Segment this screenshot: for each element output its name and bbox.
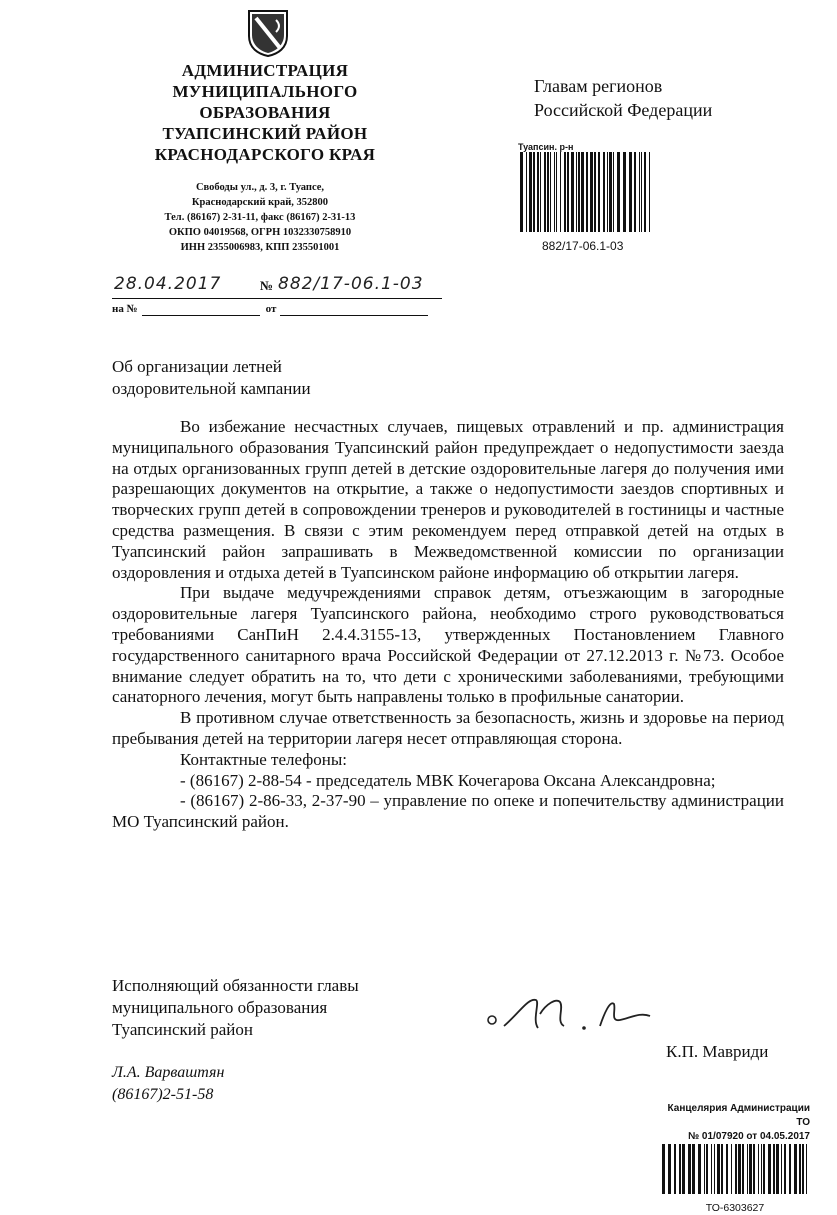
barcode-bar bbox=[613, 152, 614, 232]
handwritten-signature bbox=[480, 990, 660, 1050]
barcode-bar bbox=[735, 1144, 737, 1194]
body-paragraph: В противном случае ответственность за безопасность, жизнь и здоровье на период пребывания детей на территории лагеря несет отправляющая сторона. bbox=[112, 708, 784, 748]
barcode-bar bbox=[537, 152, 539, 232]
barcode-bar bbox=[581, 152, 584, 232]
barcode-bar bbox=[781, 1144, 782, 1194]
executor-name: Л.А. Варваштян bbox=[112, 1064, 225, 1081]
barcode-bar bbox=[758, 1144, 759, 1194]
barcode-bar bbox=[784, 1144, 786, 1194]
address-line: Краснодарский край, 352800 bbox=[191, 197, 329, 208]
stamp-code: ТО-6303627 bbox=[705, 1202, 765, 1214]
contacts-title: Контактные телефоны: bbox=[180, 749, 348, 769]
executor-phone: (86167)2-51-58 bbox=[112, 1086, 214, 1103]
ref-date-blank bbox=[280, 303, 428, 316]
barcode-bar bbox=[603, 152, 605, 232]
contact-item: - (86167) 2-86-33, 2-37-90 – управление по опеке и попечительству администрации МО Туапсинский район. bbox=[112, 791, 784, 832]
barcode-bar bbox=[763, 1144, 765, 1194]
barcode-bar bbox=[576, 152, 577, 232]
handwritten-date: 28.04.2017 bbox=[114, 274, 222, 294]
barcode-bar bbox=[714, 1144, 715, 1194]
barcode-bar bbox=[768, 1144, 771, 1194]
barcode-bar bbox=[578, 152, 580, 232]
stamp-line: Канцелярия Администрации ТО bbox=[667, 1103, 810, 1128]
barcode-bar bbox=[789, 1144, 791, 1194]
barcode-bar bbox=[738, 1144, 741, 1194]
barcode-bar bbox=[773, 1144, 775, 1194]
barcode-bar bbox=[547, 152, 549, 232]
barcode-bar bbox=[520, 152, 523, 232]
date-number-line bbox=[112, 276, 442, 299]
barcode-bar bbox=[644, 152, 646, 232]
barcode-bar bbox=[641, 152, 642, 232]
barcode-number: 882/17-06.1-03 bbox=[542, 239, 624, 253]
barcode-bar bbox=[794, 1144, 797, 1194]
barcode-bar bbox=[674, 1144, 676, 1194]
barcode-bar bbox=[586, 152, 588, 232]
barcode-bar bbox=[607, 152, 608, 232]
address-line: ИНН 2355006983, КПП 235501001 bbox=[180, 242, 340, 253]
barcode-bar bbox=[726, 1144, 728, 1194]
barcode-bar bbox=[706, 1144, 708, 1194]
barcode-bar bbox=[609, 152, 612, 232]
barcode-bar bbox=[753, 1144, 755, 1194]
barcode-bar bbox=[529, 152, 532, 232]
signature-line: Исполняющий обязанности главы bbox=[112, 976, 359, 995]
letter-body bbox=[112, 417, 784, 833]
barcode-bar bbox=[634, 152, 636, 232]
org-title-line: МУНИЦИПАЛЬНОГО bbox=[172, 82, 358, 101]
reference-line bbox=[112, 303, 428, 316]
barcode-bar bbox=[717, 1144, 720, 1194]
barcode-bar bbox=[526, 152, 527, 232]
coat-of-arms-emblem bbox=[246, 8, 290, 58]
barcode-bar bbox=[711, 1144, 712, 1194]
recipient-block bbox=[534, 74, 712, 122]
barcode-bar bbox=[544, 152, 546, 232]
recipient-line: Российской Федерации bbox=[534, 100, 713, 120]
barcode-bar bbox=[668, 1144, 671, 1194]
barcode-bar bbox=[692, 1144, 695, 1194]
barcode-bar bbox=[550, 152, 551, 232]
barcode-bar bbox=[649, 152, 650, 232]
executor-block bbox=[112, 1062, 224, 1106]
barcode-bar bbox=[540, 152, 541, 232]
org-title-line: ТУАПСИНСКИЙ РАЙОН bbox=[162, 124, 368, 143]
signature-position bbox=[112, 975, 359, 1041]
subject-line: оздоровительной кампании bbox=[112, 379, 311, 398]
barcode-bar bbox=[594, 152, 596, 232]
barcode-bar bbox=[533, 152, 535, 232]
number-sign: № bbox=[260, 278, 274, 293]
signature-line: Туапсинский район bbox=[112, 1020, 253, 1039]
barcode-bar bbox=[623, 152, 626, 232]
barcode-bar bbox=[749, 1144, 752, 1194]
barcode-bar bbox=[698, 1144, 701, 1194]
barcode-bar bbox=[688, 1144, 691, 1194]
body-paragraph: Во избежание несчастных случаев, пищевых отравлений и пр. администрация муниципального образования Туапсинский район предупреждает о недопустимости заезда на отдых организованных групп детей в детские оздоровительные лагеря до получения ими разрешающих документов на открытие, а также о недопустимости заездов спортивных и творческих групп детей в сопровождении тренеров и руководителей в гостиницы и частные средства размещения. В связи с этим рекомендуем перед отправкой детей на отдых в Туапсинский район запрашивать в Межведомственной комиссии по организации оздоровления и отдыха детей в Туапсинском районе информацию об открытии лагеря. bbox=[112, 417, 784, 582]
ref-number-blank bbox=[142, 303, 260, 316]
barcode-bar bbox=[704, 1144, 705, 1194]
signature-line: муниципального образования bbox=[112, 998, 328, 1017]
organization-address bbox=[110, 180, 410, 255]
stamp-line: № 01/07920 от 04.05.2017 bbox=[688, 1131, 810, 1142]
barcode-bar bbox=[590, 152, 593, 232]
barcode-bar bbox=[682, 1144, 685, 1194]
barcode-bar bbox=[721, 1144, 723, 1194]
handwritten-number: 882/17-06.1-03 bbox=[278, 274, 424, 294]
barcode-bar bbox=[761, 1144, 762, 1194]
address-line: ОКПО 04019568, ОГРН 1032330758910 bbox=[168, 227, 352, 238]
barcode-bar bbox=[639, 152, 640, 232]
ref-from: от bbox=[265, 303, 277, 315]
document-barcode bbox=[518, 142, 658, 253]
registration-stamp bbox=[660, 1102, 810, 1215]
barcode-bar bbox=[598, 152, 600, 232]
body-paragraph: При выдаче медучреждениями справок детям, отъезжающим в загородные оздоровительные лагеря Туапсинского района, необходимо строго руководствоваться требованиями СанПиН 2.4.4.3155-13, утвержденных Постановлением Главного государственного санитарного врача Российской Федерации от 27.12.2013 г. №73. Особое внимание следует обратить на то, что дети с хроническими заболеваниями, требующими санаторного лечения, могут быть направлены только в профильные санатории. bbox=[112, 583, 784, 707]
barcode-bar bbox=[554, 152, 555, 232]
letter-subject bbox=[112, 356, 311, 400]
barcode-bar bbox=[679, 1144, 681, 1194]
barcode-bar bbox=[742, 1144, 744, 1194]
signer-name: К.П. Мавриди bbox=[666, 1042, 769, 1061]
barcode-bar bbox=[556, 152, 557, 232]
org-title-line: ОБРАЗОВАНИЯ bbox=[199, 103, 331, 122]
barcode-image bbox=[518, 152, 653, 232]
barcode-bar bbox=[747, 1144, 748, 1194]
barcode-bar bbox=[567, 152, 569, 232]
recipient-line: Главам регионов bbox=[534, 76, 663, 96]
barcode-bar bbox=[564, 152, 566, 232]
barcode-bar bbox=[799, 1144, 801, 1194]
barcode-bar bbox=[662, 1144, 665, 1194]
org-title-line: КРАСНОДАРСКОГО КРАЯ bbox=[154, 145, 376, 164]
barcode-bar bbox=[571, 152, 574, 232]
stamp-barcode-image bbox=[660, 1144, 810, 1194]
address-line: Тел. (86167) 2-31-11, факс (86167) 2-31-13 bbox=[164, 212, 356, 223]
barcode-label: Туапсин. р-н bbox=[518, 142, 574, 152]
barcode-bar bbox=[629, 152, 632, 232]
address-line: Свободы ул., д. 3, г. Туапсе, bbox=[195, 182, 325, 193]
barcode-bar bbox=[617, 152, 620, 232]
ref-prefix: на № bbox=[112, 303, 138, 315]
barcode-bar bbox=[776, 1144, 779, 1194]
barcode-bar bbox=[802, 1144, 804, 1194]
barcode-bar bbox=[560, 152, 561, 232]
subject-line: Об организации летней bbox=[112, 357, 282, 376]
organization-title bbox=[130, 60, 400, 165]
barcode-bar bbox=[806, 1144, 807, 1194]
contact-item: - (86167) 2-88-54 - председатель МВК Кочегарова Оксана Александровна; bbox=[180, 770, 716, 790]
barcode-bar bbox=[731, 1144, 732, 1194]
org-title-line: АДМИНИСТРАЦИЯ bbox=[181, 61, 349, 80]
